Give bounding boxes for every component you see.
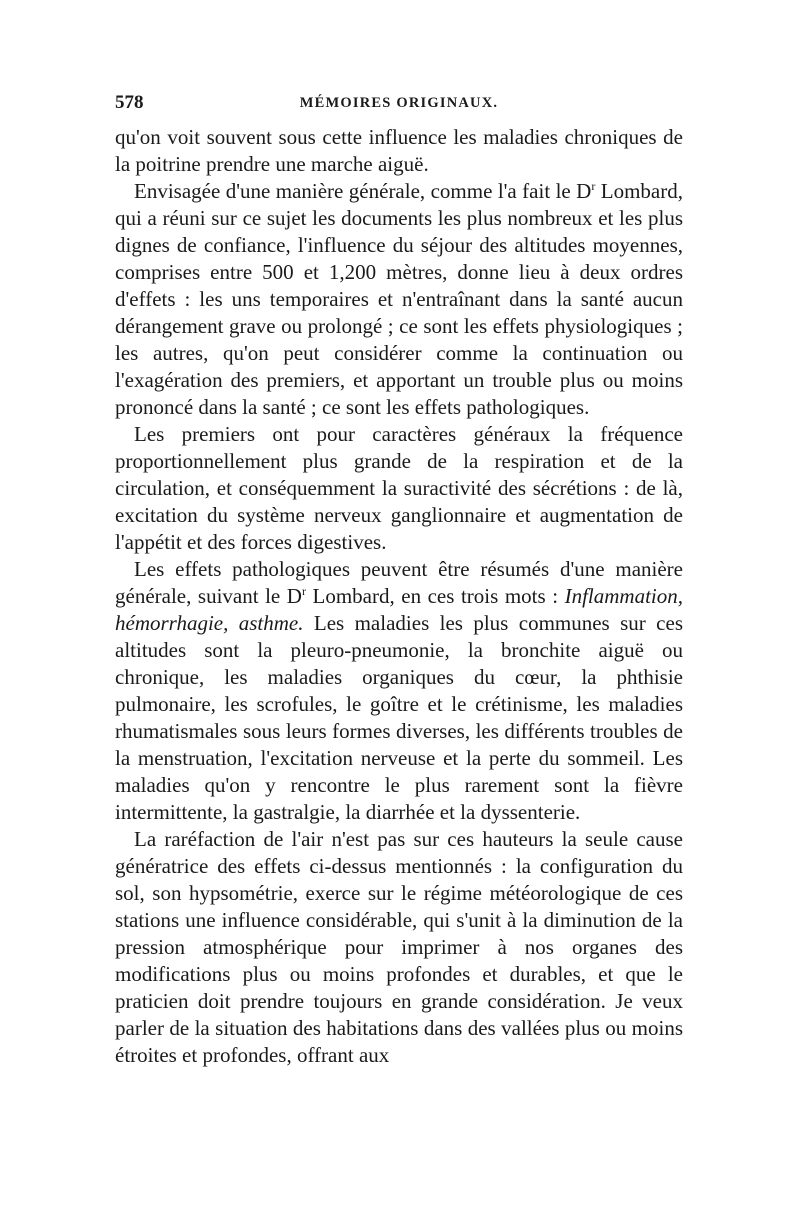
paragraph-text: Les effets pathologiques peuvent être résumés d'une manière générale, suivant le D — [115, 557, 683, 608]
paragraph-altitudes-effects — [115, 178, 683, 421]
paragraph-text: Les maladies les plus communes sur ces altitudes sont la pleuro-pneumonie, la bronchite aiguë ou chronique, les maladies organiques du cœur, la phthisie pulmonaire, les scrofules, le goître et le crétinisme, les maladies rhumatismales sous leurs formes diverses, les différents troubles de la menstruation, l'excitation nerveuse et la perte du sommeil. Les maladies qu'on y rencontre le plus rarement sont la fièvre intermittente, la gastralgie, la diarrhée et la dyssenterie. — [115, 611, 683, 824]
paragraph-physiological-effects: Les premiers ont pour caractères généraux la fréquence proportionnellement plus grande de la respiration et de la circulation, et conséquemment la suractivité des sécrétions : de là, excitation du système nerveux ganglionnaire et augmentation de l'appétit et des forces digestives. — [115, 422, 683, 554]
paragraph-rarefaction: La raréfaction de l'air n'est pas sur ces hauteurs la seule cause génératrice des effets ci-dessus mentionnés : la configuration du sol, son hypsométrie, exerce sur le régime météorologique de ces stations une influence considérable, qui s'unit à la diminution de la pression atmosphérique pour imprimer à nos organes des modifications plus ou moins profondes et durables, et que le praticien doit prendre toujours en grande considération. Je veux parler de la situation des habitations dans des vallées plus ou moins étroites et profondes, offrant aux — [115, 827, 683, 1067]
paragraph-pathological-effects — [115, 556, 683, 826]
superscript: r — [591, 179, 596, 193]
paragraph-text: Lombard, en ces trois mots : — [305, 584, 565, 608]
body-text — [115, 124, 683, 1069]
paragraph-text: Lombard, qui a réuni sur ce sujet les documents les plus nombreux et les plus dignes de confiance, l'influence du séjour des altitudes moyennes, comprises entre 500 et 1,200 mètres, donne lieu à deux ordres d'effets : les uns temporaires et n'entraînant dans la santé aucun dérangement grave ou prolongé ; ce sont les effets physiologiques ; les autres, qu'on peut considérer comme la continuation ou l'exagération des premiers, et apportant un trouble plus ou moins prononcé dans la santé ; ce sont les effets pathologiques. — [115, 179, 683, 419]
paragraph-continuation: qu'on voit souvent sous cette influence les maladies chroniques de la poitrine prendre une marche aiguë. — [115, 125, 683, 176]
superscript: r — [301, 584, 306, 598]
running-title: MÉMOIRES ORIGINAUX. — [299, 95, 499, 111]
running-head — [115, 92, 683, 118]
book-page — [115, 92, 683, 1069]
page-number: 578 — [115, 92, 144, 113]
italic-text: Inflammation, hémorrhagie, asthme. — [115, 584, 683, 635]
paragraph-text: Envisagée d'une manière générale, comme l'a fait le D — [134, 179, 592, 203]
